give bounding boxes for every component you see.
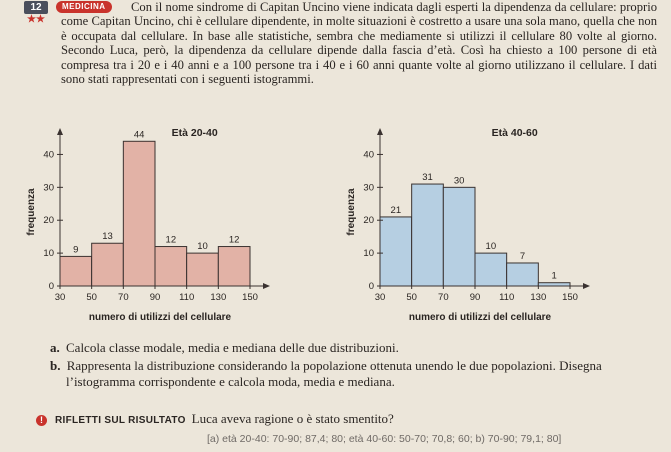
x-tick-label: 130 xyxy=(530,292,547,303)
exercise-number: 12 xyxy=(24,1,48,14)
histogram-bar xyxy=(60,256,92,286)
bar-value-label: 12 xyxy=(228,234,240,246)
warning-icon: ! xyxy=(36,415,47,426)
y-tick-label: 20 xyxy=(363,215,374,227)
histogram-bar xyxy=(412,184,444,286)
intro-text-block xyxy=(61,0,657,86)
x-tick-label: 70 xyxy=(438,292,449,303)
difficulty-stars: ★★ xyxy=(27,14,45,25)
x-tick-label: 50 xyxy=(406,292,417,303)
y-tick-label: 10 xyxy=(363,248,374,260)
y-tick-label: 40 xyxy=(43,149,54,161)
x-tick-label: 90 xyxy=(149,292,161,303)
x-axis-label: numero di utilizzi del cellulare xyxy=(408,312,552,323)
y-axis-arrow xyxy=(377,128,383,135)
question-b xyxy=(50,358,660,390)
x-tick-label: 30 xyxy=(54,292,66,303)
histogram-age-20-40 xyxy=(20,118,290,333)
chart-title: Età 40-60 xyxy=(491,127,538,139)
y-tick-label: 0 xyxy=(368,281,374,292)
y-axis-label: frequenza xyxy=(346,188,357,236)
histogram-bar xyxy=(155,247,187,286)
histogram-bar xyxy=(507,263,539,286)
bar-value-label: 13 xyxy=(102,231,113,243)
x-tick-label: 150 xyxy=(242,292,258,303)
histogram-age-40-60 xyxy=(340,118,610,333)
histogram-bar xyxy=(123,141,155,286)
histogram-bar xyxy=(443,187,475,286)
bar-value-label: 1 xyxy=(551,270,557,282)
bar-value-label: 10 xyxy=(197,241,208,253)
question-text: Rappresenta la distribuzione considerando la popolazione ottenuta unendo le due popolazioni. Disegna l’istogramma corrispondente e calcola moda, media e mediana. xyxy=(66,358,602,389)
y-tick-label: 0 xyxy=(48,281,54,292)
histogram-bar xyxy=(475,253,507,286)
question-letter: a. xyxy=(50,340,60,355)
answer-key: [a) età 20-40: 70-90; 87,4; 80; età 40-60: 50-70; 70,8; 60; b) 70-90; 79,1; 80] xyxy=(207,433,562,445)
x-tick-label: 110 xyxy=(179,292,195,303)
question-text: Calcola classe modale, media e mediana delle due distribuzioni. xyxy=(66,340,399,355)
y-tick-label: 30 xyxy=(43,182,54,194)
bar-value-label: 31 xyxy=(422,172,433,184)
topic-tag: MEDICINA xyxy=(56,1,112,13)
reflect-label: RIFLETTI SUL RISULTATO xyxy=(55,415,186,426)
y-tick-label: 40 xyxy=(363,149,374,161)
reflect-question: Luca aveva ragione o è stato smentito? xyxy=(191,411,394,426)
x-axis-arrow xyxy=(583,283,590,289)
y-tick-label: 10 xyxy=(43,248,54,260)
x-tick-label: 130 xyxy=(210,292,227,303)
reflect-on-result xyxy=(36,411,394,427)
histogram-svg-40-60 xyxy=(340,118,610,328)
bar-value-label: 12 xyxy=(165,234,177,246)
histogram-bar xyxy=(187,253,219,286)
chart-title: Età 20-40 xyxy=(171,127,218,139)
bar-value-label: 21 xyxy=(390,204,402,216)
histogram-bar xyxy=(380,217,412,286)
y-axis-label: frequenza xyxy=(26,188,37,236)
histogram-bar xyxy=(218,247,250,286)
y-axis-arrow xyxy=(57,128,63,135)
bar-value-label: 9 xyxy=(73,244,79,256)
question-a xyxy=(50,340,660,356)
x-tick-label: 150 xyxy=(562,292,578,303)
x-tick-label: 90 xyxy=(469,292,481,303)
x-tick-label: 110 xyxy=(499,292,515,303)
histogram-svg-20-40 xyxy=(20,118,290,328)
x-axis-label: numero di utilizzi del cellulare xyxy=(88,312,232,323)
bar-value-label: 30 xyxy=(453,175,465,187)
y-tick-label: 20 xyxy=(43,215,54,227)
x-axis-arrow xyxy=(263,283,270,289)
bar-value-label: 10 xyxy=(485,241,497,253)
question-list xyxy=(50,340,660,392)
question-letter: b. xyxy=(50,358,61,373)
intro-paragraph: Con il nome sindrome di Capitan Uncino viene indicata dagli esperti la dipendenza da cellulare: proprio come Capitan Uncino, chi è cellulare dipendente, in molte situazioni è costretto a usare una sola mano, quella che non è occupata dal cellulare. In base alle statistiche, sembra che mediamente si utilizzi il cellulare 80 volte al giorno. Secondo Luca, però, la dipendenza da cellulare dipende dalla fascia d’età. Così ha chiesto a 100 persone di età compresa tra i 20 e i 40 anni e a 100 persone tra i 40 e i 60 anni quante volte al giorno utilizzano il cellulare. I dati sono stati rappresentati con i seguenti istogrammi. xyxy=(61,0,657,87)
x-tick-label: 70 xyxy=(118,292,129,303)
x-tick-label: 30 xyxy=(374,292,386,303)
histogram-bar xyxy=(92,243,124,286)
y-tick-label: 30 xyxy=(363,182,374,194)
x-tick-label: 50 xyxy=(86,292,97,303)
bar-value-label: 7 xyxy=(519,250,526,262)
bar-value-label: 44 xyxy=(133,129,145,141)
